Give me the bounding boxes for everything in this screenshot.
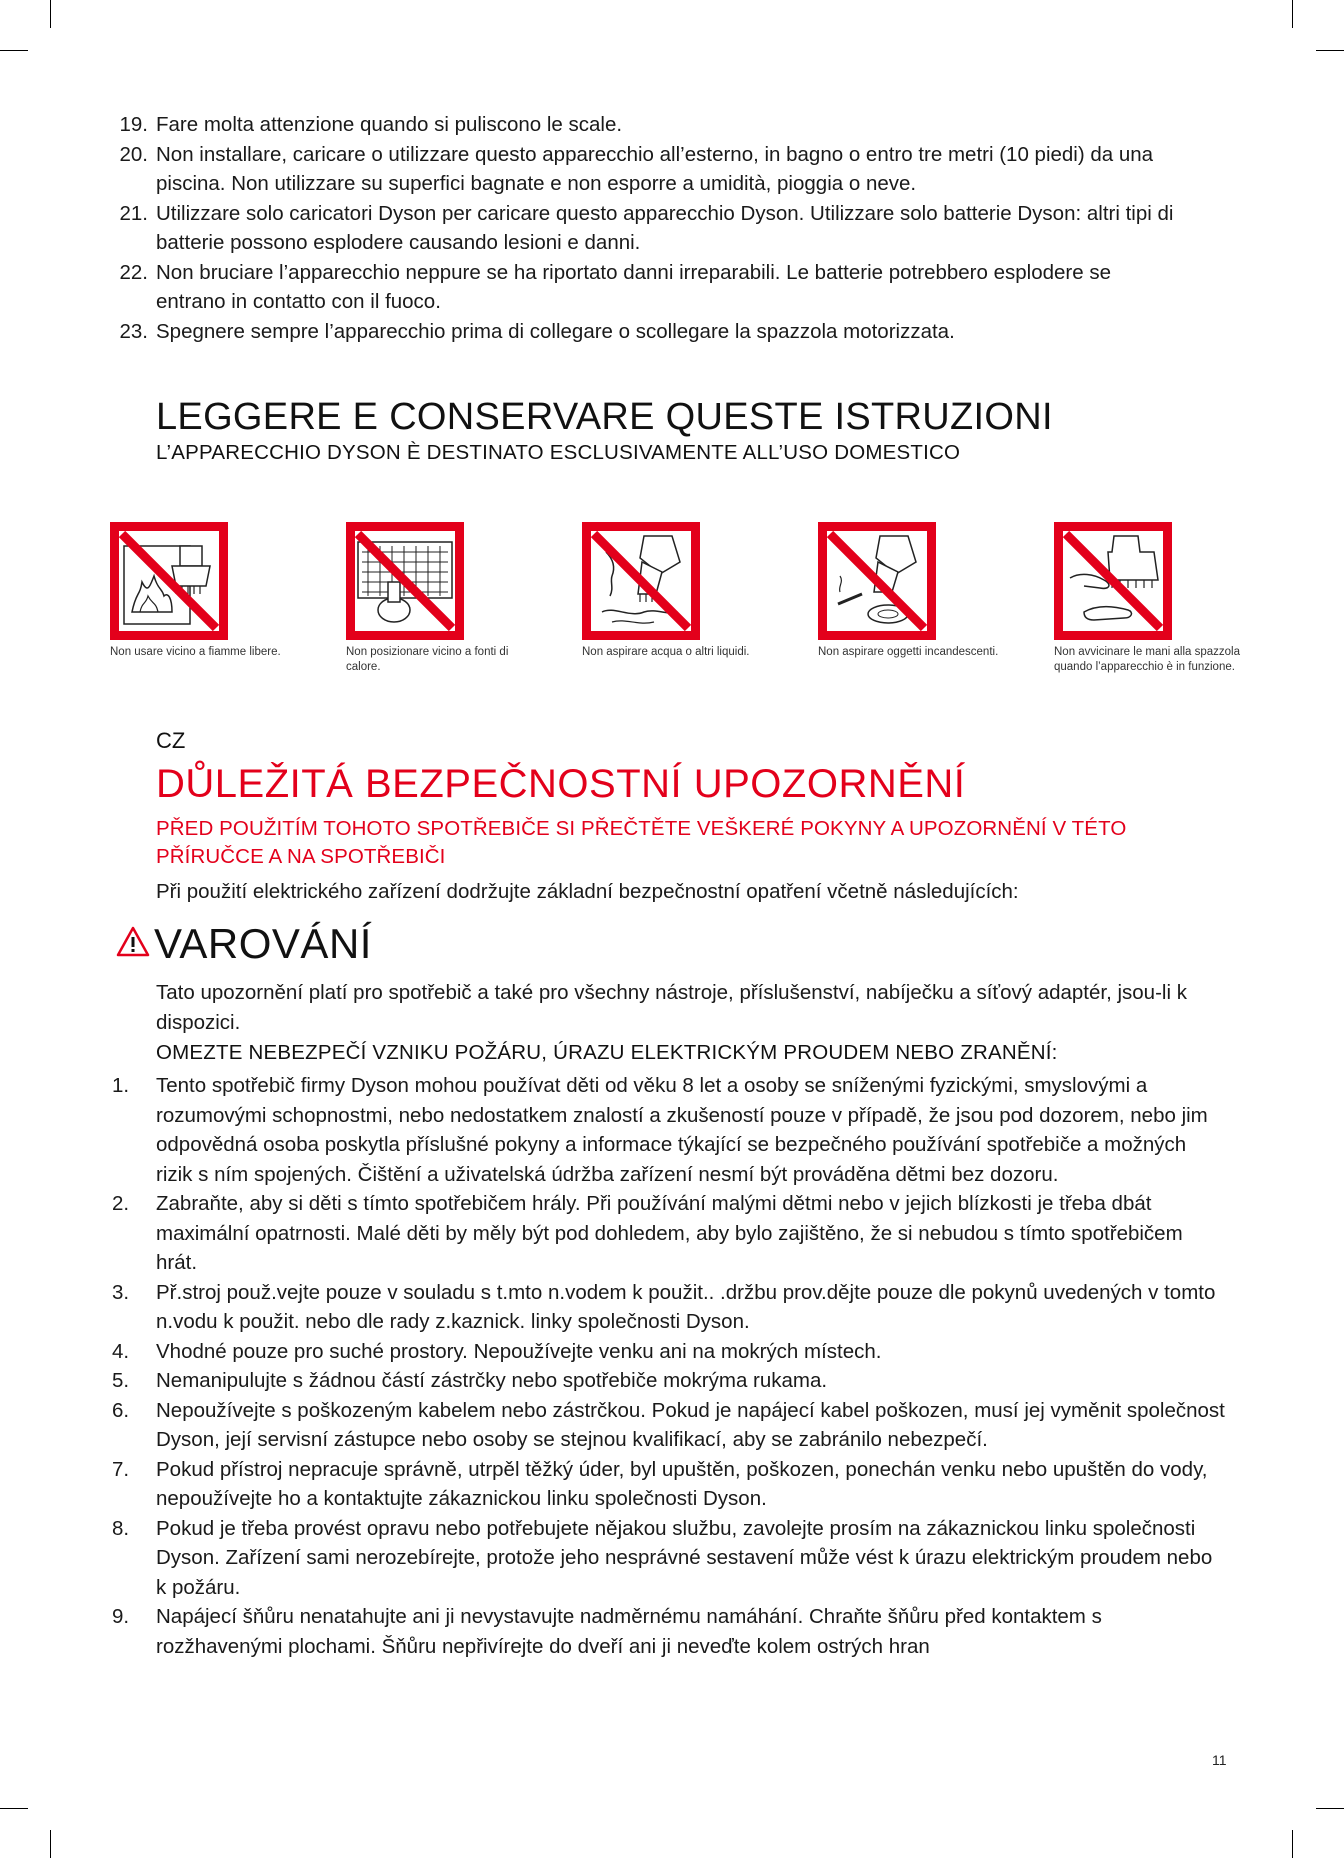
list-item: 21. Utilizzare solo caricatori Dyson per caricare questo apparecchio Dyson. Utilizzare solo batterie Dyson: altri tipi di batterie possono esplodere causando lesioni e danni.: [119, 201, 1174, 254]
list-item: 4. Vhodné pouze pro suché prostory. Nepoužívejte venku ani na mokrých místech.: [112, 1339, 882, 1363]
list-item: 3. Př.stroj použ.vejte pouze v souladu s t.mto n.vodem k použit.. .držbu prov.dějte pouze dle pokynů uvedených v tomto n.vodu k použit. nebo dle rady z.kaznick. linky společnosti Dyson.: [112, 1280, 1216, 1333]
list-item: 23. Spegnere sempre l’apparecchio prima di collegare o scollegare la spazzola motorizzata.: [119, 319, 955, 343]
czech-safety-list: [0, 1071, 1344, 1661]
warning-title: VAROVÁNÍ: [154, 920, 372, 967]
list-item: 2. Zabraňte, aby si děti s tímto spotřebičem hrály. Při používání malými dětmi nebo v jejich blízkosti je třeba dbát maximální opatrnosti. Malé děti by měly být pod dohledem, aby bylo zajištěno, že si nebudou s tímto spotřebičem hrát.: [112, 1192, 1183, 1274]
no-hands-icon: [1054, 522, 1172, 640]
italian-safety-list: [0, 110, 1344, 346]
list-item: 20. Non installare, caricare o utilizzare questo apparecchio all’esterno, in bagno o entro tre metri (10 piedi) da una piscina. Non utilizzare su superfici bagnate e non esporre a umidità, pioggia o neve.: [119, 142, 1154, 195]
list-item: 9. Napájecí šňůru nenatahujte ani ji nevystavujte nadměrnému namáhání. Chraňte šňůru před kontaktem s rozžhavenými plochami. Šňůru nepřivírejte do dveří ani ji neveďte kolem ostrých hran: [112, 1605, 1102, 1658]
warning-body: Tato upozornění platí pro spotřebič a také pro všechny nástroje, příslušenství, nabíječku a síťový adaptér, jsou-li k dispozici.: [156, 981, 1187, 1034]
no-fire-caption: Non usare vicino a fiamme libere.: [110, 646, 281, 658]
list-item: 6. Nepoužívejte s poškozeným kabelem nebo zástrčkou. Pokud je napájecí kabel poškozen, musí jej vyměnit společnost Dyson, její servisní zástupce nebo osoby se stejnou kvalifikací, aby se zabránilo nebezpečí.: [112, 1398, 1225, 1451]
no-liquid-caption: Non aspirare acqua o altri liquidi.: [582, 646, 750, 658]
italian-heading: LEGGERE E CONSERVARE QUESTE ISTRUZIONI: [156, 396, 1053, 438]
list-item: 19. Fare molta attenzione quando si puliscono le scale.: [119, 113, 623, 136]
crop-mark: [0, 50, 28, 51]
crop-mark: [1316, 1808, 1344, 1809]
crop-mark: [1316, 50, 1344, 51]
no-burning-objects-caption: Non aspirare oggetti incandescenti.: [818, 646, 999, 658]
crop-mark: [50, 0, 51, 28]
italian-subheading: L’APPARECCHIO DYSON È DESTINATO ESCLUSIVAMENTE ALL’USO DOMESTICO: [156, 441, 961, 464]
czech-intro: Při použití elektrického zařízení dodržujte základní bezpečnostní opatření včetně následujících:: [156, 880, 1019, 903]
warning-heading: [116, 920, 372, 968]
no-fire-icon: [110, 522, 228, 640]
no-burning-objects-icon: [818, 522, 936, 640]
list-item: 8. Pokud je třeba provést opravu nebo potřebujete nějakou službu, zavolejte prosím na zákaznickou linku společnosti Dyson. Zařízení sami nerozebírejte, protože jeho nesprávné sestavení může vést k úrazu elektrickým proudem nebo k požáru.: [112, 1516, 1213, 1599]
crop-mark: [1292, 0, 1293, 28]
no-liquid-icon: [582, 522, 700, 640]
warning-triangle-icon: [116, 926, 150, 963]
crop-mark: [0, 1808, 28, 1809]
no-heat-source-caption: Non posizionare vicino a fonti di calore.: [346, 646, 509, 673]
list-item: 5. Nemanipulujte s žádnou částí zástrčky nebo spotřebiče mokrýma rukama.: [112, 1369, 828, 1392]
language-label: CZ: [156, 728, 186, 753]
czech-subtitle: PŘED POUŽITÍM TOHOTO SPOTŘEBIČE SI PŘEČTĚTE VEŠKERÉ POKYNY A UPOZORNĚNÍ V TÉTO PŘÍRUČCE A NA SPOTŘEBIČI: [156, 817, 1127, 868]
crop-mark: [50, 1830, 51, 1858]
list-item: 22. Non bruciare l’apparecchio neppure se ha riportato danni irreparabili. Le batterie potrebbero esplodere se entrano in contatto con il fuoco.: [119, 260, 1111, 313]
crop-mark: [1292, 1830, 1293, 1858]
list-item: 7. Pokud přístroj nepracuje správně, utrpěl těžký úder, byl upuštěn, poškozen, ponechán venku nebo upuštěn do vody, nepoužívejte ho a kontaktujte zákaznickou linku společnosti Dyson.: [112, 1457, 1208, 1510]
no-hands-caption: Non avvicinare le mani alla spazzola quando l’apparecchio è in funzione.: [1054, 646, 1241, 673]
hazard-line: OMEZTE NEBEZPEČÍ VZNIKU POŽÁRU, ÚRAZU ELEKTRICKÝM PROUDEM NEBO ZRANĚNÍ:: [156, 1041, 1058, 1064]
list-item: 1. Tento spotřebič firmy Dyson mohou používat děti od věku 8 let a osoby se sníženými fyzickými, smyslovými a rozumovými schopnostmi, nebo nedostatkem znalostí a zkušeností pouze v případě, že jsou pod dozorem, nebo jim odpovědná osoba poskytla příslušné pokyny a informace týkající se bezpečného používání spotřebiče a možných rizik s ním spojených. Čištění a uživatelská údržba zařízení nesmí být prováděna dětmi bez dozoru.: [112, 1074, 1208, 1186]
no-heat-source-icon: [346, 522, 464, 640]
czech-title: DŮLEŽITÁ BEZPEČNOSTNÍ UPOZORNĚNÍ: [156, 762, 966, 806]
page-number: 11: [1212, 1752, 1227, 1768]
